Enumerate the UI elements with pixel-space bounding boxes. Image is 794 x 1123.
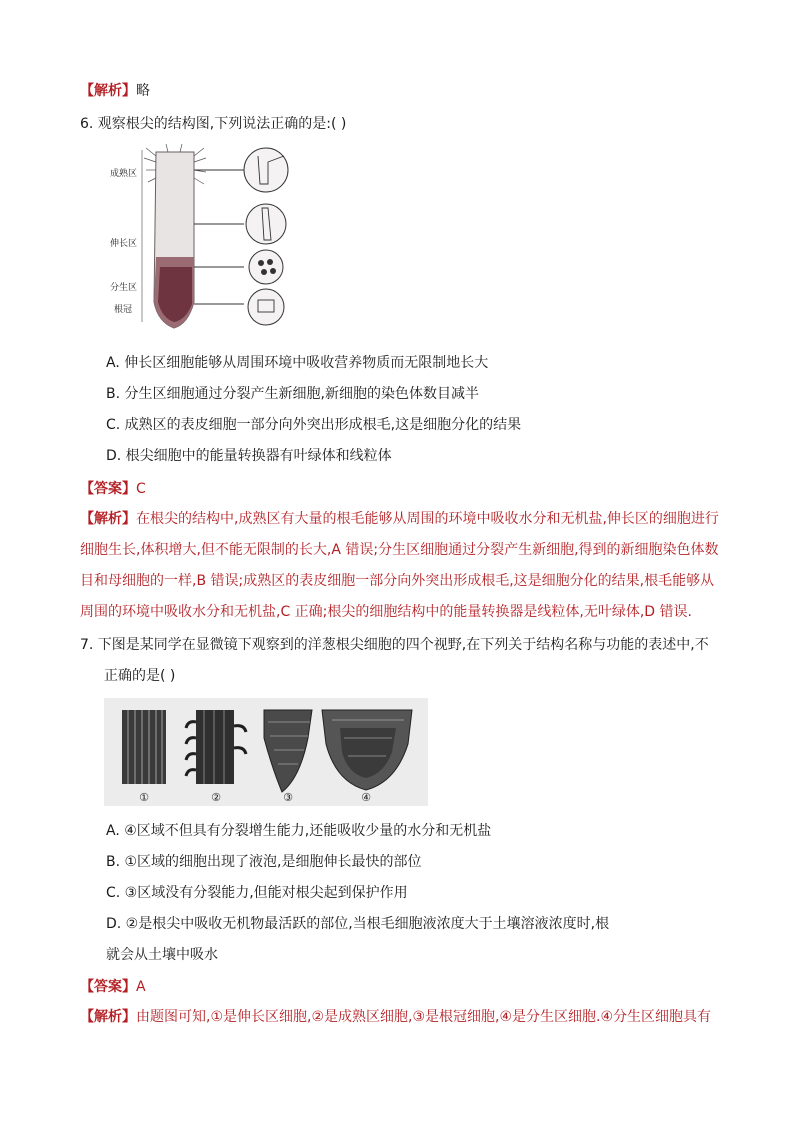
q7-option-d: D. ②是根尖中吸收无机物最活跃的部位,当根毛细胞液浓度大于土壤溶液浓度时,根 — [106, 916, 610, 932]
q6-stem: 6. 观察根尖的结构图,下列说法正确的是:( ) — [80, 116, 347, 132]
q6-option-c: C. 成熟区的表皮细胞一部分向外突出形成根毛,这是细胞分化的结果 — [106, 417, 522, 433]
answer-tag: 【答案】 — [80, 481, 136, 497]
view-label-2: ② — [211, 791, 221, 804]
answer-value: A — [136, 979, 146, 995]
q6-analysis-line-3: 目和母细胞的一样,B 错误;成熟区的表皮细胞一部分向外突出形成根毛,这是细胞分化的结果,根毛能够从 — [80, 573, 715, 589]
view-label-1: ① — [139, 791, 149, 804]
view-label-3: ③ — [283, 791, 293, 804]
answer-tag: 【答案】 — [80, 979, 136, 995]
analysis-tag: 【解析】 — [80, 1009, 136, 1025]
prev-analysis — [80, 82, 150, 100]
analysis-text: 由题图可知,①是伸长区细胞,②是成熟区细胞,③是根冠细胞,④是分生区细胞.④分生区细胞具有 — [136, 1009, 712, 1025]
figure-label-elongation: 伸长区 — [110, 239, 138, 249]
analysis-tag: 【解析】 — [80, 83, 136, 99]
q6-analysis-line-1 — [80, 510, 719, 528]
q7-option-b: B. ①区域的细胞出现了液泡,是细胞伸长最快的部位 — [106, 854, 422, 870]
analysis-text: 在根尖的结构中,成熟区有大量的根毛能够从周围的环境中吸收水分和无机盐,伸长区的细胞进行 — [136, 511, 719, 527]
q7-answer — [80, 978, 146, 996]
q6-analysis-line-4: 周围的环境中吸收水分和无机盐,C 正确;根尖的细胞结构中的能量转换器是线粒体,无叶绿体,D 错误. — [80, 604, 692, 620]
figure-label-root-cap: 根冠 — [114, 305, 133, 315]
q7-analysis-line-1 — [80, 1008, 711, 1026]
q6-answer — [80, 480, 146, 498]
view-label-4: ④ — [361, 791, 371, 804]
q7-stem-line-2: 正确的是( ) — [104, 668, 176, 684]
analysis-text: 略 — [136, 83, 150, 99]
q7-stem-line-1: 7. 下图是某同学在显微镜下观察到的洋葱根尖细胞的四个视野,在下列关于结构名称与功能的表述中,不 — [80, 637, 709, 653]
q6-analysis-line-2: 细胞生长,体积增大,但不能无限制的长大,A 错误;分生区细胞通过分裂产生新细胞,得到的新细胞染色体数 — [80, 542, 719, 558]
q7-option-a: A. ④区域不但具有分裂增生能力,还能吸收少量的水分和无机盐 — [106, 823, 492, 839]
microscope-views-figure — [104, 698, 428, 806]
q6-option-d: D. 根尖细胞中的能量转换器有叶绿体和线粒体 — [106, 448, 392, 464]
q7-option-d-continued: 就会从土壤中吸水 — [106, 947, 218, 963]
root-tip-figure — [108, 142, 308, 332]
q7-option-c: C. ③区域没有分裂能力,但能对根尖起到保护作用 — [106, 885, 408, 901]
figure-label-meristem: 分生区 — [110, 283, 138, 293]
q6-option-b: B. 分生区细胞通过分裂产生新细胞,新细胞的染色体数目减半 — [106, 386, 479, 402]
analysis-tag: 【解析】 — [80, 511, 136, 527]
q6-option-a: A. 伸长区细胞能够从周围环境中吸收营养物质而无限制地长大 — [106, 355, 489, 371]
answer-value: C — [136, 481, 146, 497]
figure-label-maturation: 成熟区 — [110, 169, 138, 179]
